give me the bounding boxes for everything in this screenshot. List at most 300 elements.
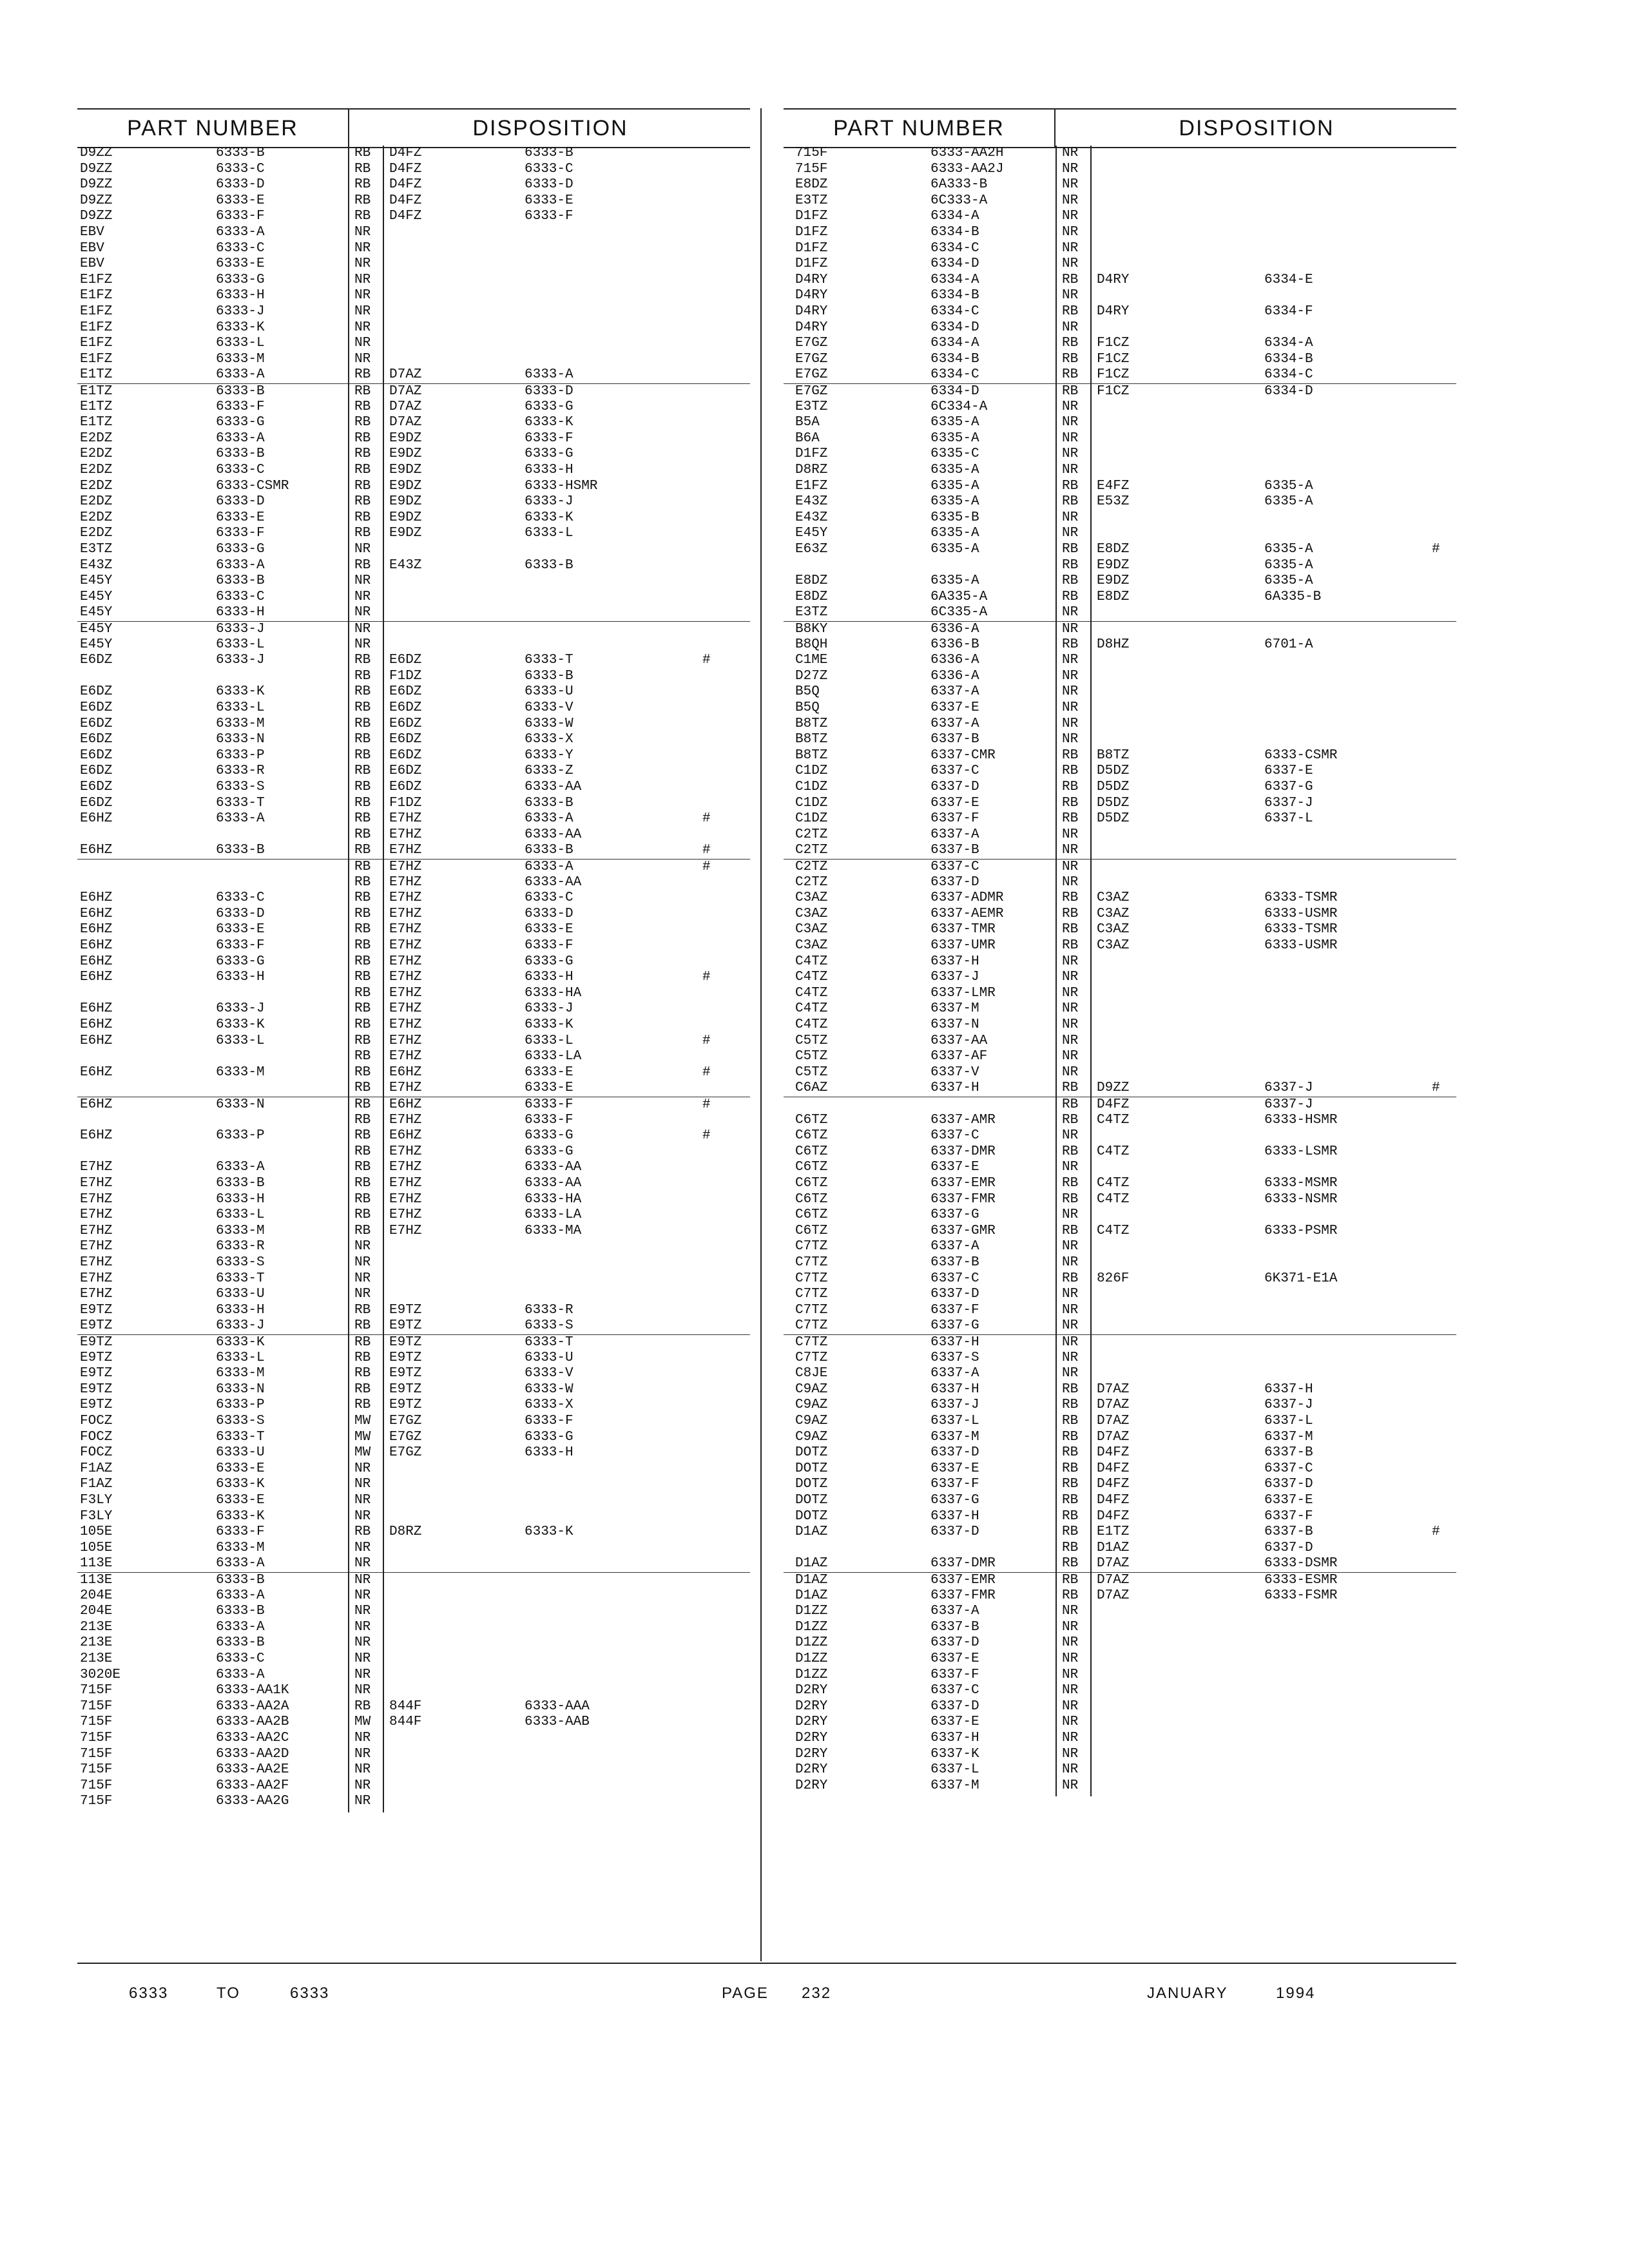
table-row (77, 1524, 750, 1541)
part-prefix: D1ZZ (795, 1635, 828, 1651)
part-base: 6333-G (216, 272, 265, 287)
part-base: 6337-C (930, 1271, 979, 1286)
part-base: 6333-K (216, 684, 265, 700)
part-base: 6337-D (930, 1635, 979, 1651)
part-prefix: C9AZ (795, 1381, 828, 1397)
part-base: 6333-A (216, 1667, 265, 1682)
part-prefix: C6TZ (795, 1160, 828, 1175)
part-base: 6333-AA2A (216, 1698, 289, 1714)
replacement-base: 6333-TSMR (1264, 922, 1338, 937)
note-flag: # (702, 970, 711, 985)
replacement-prefix: D5DZ (1097, 811, 1130, 827)
part-prefix: D1ZZ (795, 1651, 828, 1666)
replacement-base: 6333-AA (525, 780, 582, 794)
disposition-code: NR (1062, 1049, 1079, 1064)
part-base: 6337-E (930, 1160, 979, 1175)
disposition-code: NR (1062, 732, 1079, 747)
disposition-code: RB (1062, 1461, 1079, 1476)
part-base: 6337-E (930, 700, 979, 715)
part-prefix: E1FZ (80, 320, 113, 335)
part-base: 6334-B (930, 225, 979, 240)
part-base: 6337-B (930, 1255, 979, 1270)
part-prefix: E63Z (795, 542, 828, 557)
part-base: 6333-P (216, 1128, 265, 1144)
part-number-heading: PART NUMBER (833, 116, 1005, 140)
disposition-code: NR (1062, 1683, 1079, 1698)
right-table-header (784, 108, 1456, 148)
part-base: 6335-B (930, 510, 979, 525)
part-prefix: DOTZ (795, 1493, 828, 1508)
disposition-code: NR (1062, 668, 1079, 684)
part-prefix: B8QH (795, 637, 828, 652)
part-base: 6333-A (216, 1588, 265, 1603)
disposition-code: RB (1062, 1573, 1079, 1588)
part-prefix: C6TZ (795, 1191, 828, 1207)
part-prefix: C1DZ (795, 811, 828, 827)
part-prefix: D1FZ (795, 240, 828, 256)
part-prefix: E2DZ (80, 526, 113, 541)
part-base: 6335-A (930, 494, 979, 510)
replacement-prefix: F1CZ (1097, 336, 1130, 351)
disposition-code: NR (354, 1508, 371, 1524)
table-row (77, 780, 750, 796)
disposition-code: NR (354, 240, 371, 256)
table-row (784, 986, 1456, 1002)
table-row (784, 796, 1456, 812)
table-row (77, 1398, 750, 1414)
part-base: 6334-A (930, 336, 979, 351)
table-row (77, 1509, 750, 1525)
part-prefix: C1DZ (795, 780, 828, 794)
part-base: 6335-A (930, 573, 979, 589)
part-prefix: C2TZ (795, 860, 828, 874)
table-row (784, 1081, 1456, 1097)
part-number-heading: PART NUMBER (127, 116, 298, 140)
column-rule (348, 146, 349, 1812)
replacement-prefix: E4FZ (1097, 478, 1130, 494)
part-prefix: C4TZ (795, 985, 828, 1001)
disposition-heading: DISPOSITION (1054, 110, 1458, 147)
part-prefix: E8DZ (795, 177, 828, 193)
replacement-prefix: F1DZ (389, 668, 422, 684)
table-row (77, 1604, 750, 1620)
table-row (77, 1382, 750, 1398)
table-row (77, 399, 750, 416)
table-row (784, 1731, 1456, 1747)
replacement-prefix: E53Z (1097, 494, 1130, 510)
part-prefix: FOCZ (80, 1429, 113, 1445)
disposition-code: RB (354, 367, 371, 383)
table-row (784, 1017, 1456, 1033)
replacement-prefix: E7HZ (389, 1160, 422, 1175)
table-row (77, 1556, 750, 1572)
replacement-prefix: D7AZ (389, 415, 422, 430)
replacement-prefix: 844F (389, 1715, 422, 1730)
table-row (784, 241, 1456, 257)
disposition-code: NR (1062, 605, 1079, 620)
disposition-code: RB (354, 700, 371, 715)
replacement-base: 6333-LA (525, 1049, 582, 1064)
note-flag: # (702, 653, 711, 668)
part-base: 6337-E (930, 1651, 979, 1666)
disposition-code: NR (354, 1746, 371, 1762)
part-prefix: E6HZ (80, 1033, 113, 1048)
replacement-prefix: E9TZ (389, 1318, 422, 1334)
replacement-prefix: D4FZ (1097, 1097, 1130, 1112)
disposition-code: MW (354, 1445, 371, 1461)
table-row (77, 1572, 750, 1589)
table-row (784, 1366, 1456, 1382)
disposition-code: RB (354, 510, 371, 525)
replacement-base: 6333-V (525, 1366, 574, 1381)
part-prefix: FOCZ (80, 1445, 113, 1461)
table-row (77, 621, 750, 638)
disposition-code: NR (1062, 1033, 1079, 1048)
table-row (77, 542, 750, 558)
part-base: 6337-EMR (930, 1573, 996, 1588)
replacement-prefix: E7HZ (389, 1112, 422, 1128)
table-row (77, 1762, 750, 1778)
part-base: 6337-F (930, 1302, 979, 1318)
replacement-base: 6337-J (1264, 1398, 1313, 1413)
table-row (784, 273, 1456, 289)
part-prefix: C1DZ (795, 795, 828, 811)
part-prefix: E45Y (80, 622, 113, 637)
part-prefix: 715F (795, 146, 828, 160)
replacement-base: 6333-V (525, 700, 574, 715)
replacement-base: 6337-J (1264, 1097, 1313, 1112)
part-base: 6333-AA1K (216, 1683, 289, 1698)
part-base: 6333-D (216, 906, 265, 921)
part-prefix: F3LY (80, 1493, 113, 1508)
table-row (77, 1287, 750, 1303)
part-prefix: C6TZ (795, 1223, 828, 1238)
part-base: 6337-V (930, 1064, 979, 1080)
replacement-base: 6337-D (1264, 1540, 1313, 1555)
part-base: 6333-U (216, 1287, 265, 1302)
replacement-prefix: E9TZ (389, 1350, 422, 1365)
disposition-code: RB (354, 1366, 371, 1381)
disposition-code: RB (354, 860, 371, 874)
table-row (784, 890, 1456, 907)
part-prefix: E45Y (80, 637, 113, 652)
table-row (784, 1762, 1456, 1778)
disposition-code: NR (1062, 1698, 1079, 1714)
part-prefix: C7TZ (795, 1255, 828, 1270)
disposition-code: RB (354, 1524, 371, 1540)
part-base: 6333-AA2H (930, 146, 1004, 160)
replacement-prefix: E7HZ (389, 1033, 422, 1048)
part-prefix: E6DZ (80, 747, 113, 763)
part-base: 6333-F (216, 1524, 265, 1540)
table-row (77, 1620, 750, 1636)
disposition-code: NR (1062, 843, 1079, 858)
disposition-code: RB (354, 764, 371, 779)
part-base: 6333-N (216, 732, 265, 747)
table-row (77, 1651, 750, 1667)
replacement-prefix: E8DZ (1097, 542, 1130, 557)
part-prefix: E6DZ (80, 684, 113, 700)
disposition-code: NR (1062, 209, 1079, 224)
table-row (77, 479, 750, 495)
part-base: 6337-J (930, 970, 979, 985)
disposition-code: RB (354, 780, 371, 794)
table-row (77, 700, 750, 716)
replacement-base: 6333-E (525, 193, 574, 208)
part-base: 6333-P (216, 747, 265, 763)
replacement-prefix: D8HZ (1097, 637, 1130, 652)
part-base: 6333-S (216, 1255, 265, 1270)
part-prefix: D9ZZ (80, 209, 113, 224)
disposition-code: RB (1062, 780, 1079, 794)
part-prefix: C4TZ (795, 970, 828, 985)
disposition-code: NR (1062, 463, 1079, 477)
part-prefix: D4RY (795, 304, 828, 319)
replacement-base: 6333-HSMR (525, 478, 598, 494)
part-base: 6333-H (216, 288, 265, 303)
part-prefix: E6DZ (80, 764, 113, 779)
replacement-base: 6333-K (525, 1017, 574, 1032)
replacement-prefix: E7HZ (389, 811, 422, 827)
replacement-prefix: E7HZ (389, 1017, 422, 1032)
disposition-code: NR (354, 573, 371, 589)
part-base: 6333-A (216, 1556, 265, 1571)
part-prefix: 715F (80, 1778, 113, 1793)
table-row (784, 1065, 1456, 1081)
table-row (784, 1477, 1456, 1493)
table-row (77, 336, 750, 352)
part-prefix: E2DZ (80, 430, 113, 446)
replacement-prefix: C4TZ (1097, 1176, 1130, 1191)
table-row (77, 273, 750, 289)
disposition-code: NR (1062, 225, 1079, 240)
part-prefix: E7HZ (80, 1160, 113, 1175)
part-prefix: E6HZ (80, 811, 113, 827)
disposition-code: NR (354, 1762, 371, 1778)
table-row (784, 1572, 1456, 1589)
replacement-base: 6337-E (1264, 1493, 1313, 1508)
replacement-base: 6333-MA (525, 1223, 582, 1238)
replacement-base: 6333-AAA (525, 1698, 590, 1714)
table-row (784, 1635, 1456, 1651)
part-prefix: B8KY (795, 622, 828, 637)
table-row (77, 1683, 750, 1699)
replacement-prefix: D4FZ (389, 193, 422, 208)
replacement-prefix: E7HZ (389, 843, 422, 858)
table-row (77, 304, 750, 320)
disposition-code: NR (1062, 1318, 1079, 1334)
table-row (784, 146, 1456, 162)
part-prefix: D2RY (795, 1698, 828, 1714)
part-prefix: EBV (80, 256, 104, 272)
replacement-prefix: C4TZ (1097, 1112, 1130, 1128)
part-base: 6337-C (930, 764, 979, 779)
part-prefix: E9TZ (80, 1318, 113, 1334)
part-prefix: D1FZ (795, 256, 828, 272)
disposition-code: RB (1062, 351, 1079, 367)
disposition-code: NR (1062, 1778, 1079, 1793)
replacement-prefix: C3AZ (1097, 906, 1130, 921)
table-row (77, 1445, 750, 1461)
disposition-code: RB (354, 478, 371, 494)
table-row (77, 890, 750, 907)
disposition-code: RB (1062, 1191, 1079, 1207)
table-row (77, 1477, 750, 1493)
replacement-prefix: E9DZ (1097, 557, 1130, 573)
part-prefix: C9AZ (795, 1429, 828, 1445)
replacement-prefix: E7HZ (389, 1144, 422, 1159)
replacement-prefix: E7HZ (389, 874, 422, 890)
table-row (77, 1366, 750, 1382)
replacement-base: 6333-PSMR (1264, 1223, 1338, 1238)
disposition-code: RB (354, 811, 371, 827)
table-row (77, 1430, 750, 1446)
table-row (77, 256, 750, 273)
replacement-base: 6333-J (525, 494, 574, 510)
part-base: 6337-K (930, 1746, 979, 1762)
part-base: 6337-A (930, 827, 979, 842)
table-row (77, 225, 750, 241)
part-prefix: E7HZ (80, 1255, 113, 1270)
disposition-code: NR (354, 1493, 371, 1508)
part-prefix: E3TZ (80, 542, 113, 557)
table-row (784, 573, 1456, 590)
part-prefix: E2DZ (80, 463, 113, 477)
part-base: 6333-E (216, 1461, 265, 1476)
replacement-base: 6333-AA (525, 827, 582, 842)
part-prefix: D9ZZ (80, 177, 113, 193)
part-base: 6337-M (930, 1429, 979, 1445)
part-base: 6333-E (216, 256, 265, 272)
replacement-base: 6334-E (1264, 272, 1313, 287)
part-base: 6333-J (216, 304, 265, 319)
replacement-prefix: E9DZ (389, 478, 422, 494)
table-row (784, 716, 1456, 733)
part-prefix: D4RY (795, 272, 828, 287)
disposition-code: NR (354, 1573, 371, 1588)
part-prefix: E9TZ (80, 1302, 113, 1318)
part-base: 6334-B (930, 288, 979, 303)
part-base: 6333-F (216, 526, 265, 541)
disposition-code: NR (354, 351, 371, 367)
part-base: 6333-B (216, 1635, 265, 1651)
table-row (784, 367, 1456, 383)
part-base: 6337-N (930, 1017, 979, 1032)
part-prefix: C2TZ (795, 874, 828, 890)
part-prefix: D9ZZ (80, 193, 113, 208)
part-prefix: D1AZ (795, 1556, 828, 1571)
table-row (784, 1541, 1456, 1557)
replacement-prefix: D5DZ (1097, 764, 1130, 779)
part-base: 6337-M (930, 1001, 979, 1017)
table-row (77, 573, 750, 590)
disposition-code: NR (1062, 1667, 1079, 1682)
table-row (784, 605, 1456, 621)
note-flag: # (702, 860, 711, 874)
part-base: 6336-A (930, 653, 979, 668)
table-row (784, 399, 1456, 416)
table-row (784, 875, 1456, 891)
part-prefix: E6HZ (80, 1001, 113, 1017)
replacement-prefix: E7GZ (389, 1414, 422, 1428)
replacement-base: 6333-F (525, 209, 574, 224)
replacement-prefix: E9DZ (389, 494, 422, 510)
part-base: 6333-D (216, 494, 265, 510)
disposition-code: RB (1062, 795, 1079, 811)
part-base: 6335-A (930, 542, 979, 557)
replacement-base: 6337-F (1264, 1508, 1313, 1524)
replacement-prefix: E7HZ (389, 1191, 422, 1207)
replacement-prefix: D4FZ (1097, 1493, 1130, 1508)
table-row (77, 1731, 750, 1747)
table-row (784, 1445, 1456, 1461)
part-prefix: C6AZ (795, 1081, 828, 1096)
replacement-prefix: C4TZ (1097, 1144, 1130, 1159)
part-base: 6333-A (216, 1619, 265, 1635)
replacement-base: 6333-X (525, 732, 574, 747)
part-base: 6333-K (216, 1017, 265, 1032)
table-row (784, 621, 1456, 638)
part-base: 6333-L (216, 1350, 265, 1365)
table-row (784, 938, 1456, 954)
disposition-code: RB (354, 954, 371, 969)
table-row (77, 1414, 750, 1430)
disposition-code: NR (354, 336, 371, 351)
part-prefix: E9TZ (80, 1366, 113, 1381)
replacement-base: 6333-DSMR (1264, 1556, 1338, 1571)
part-prefix: C5TZ (795, 1033, 828, 1048)
part-base: 6333-B (216, 1176, 265, 1191)
replacement-base: 6A335-B (1264, 589, 1322, 604)
disposition-code: NR (354, 1683, 371, 1698)
part-base: 6337-G (930, 1493, 979, 1508)
table-row (784, 1176, 1456, 1192)
part-base: 6333-F (216, 209, 265, 224)
table-row (784, 542, 1456, 558)
disposition-code: RB (354, 209, 371, 224)
disposition-code: NR (354, 1794, 371, 1809)
table-row (784, 684, 1456, 700)
part-prefix: E9TZ (80, 1398, 113, 1413)
part-base: 6337-D (930, 1445, 979, 1461)
part-prefix: 715F (80, 1746, 113, 1762)
disposition-code: RB (354, 747, 371, 763)
part-base: 6335-A (930, 526, 979, 541)
disposition-code: RB (354, 1381, 371, 1397)
part-base: 6337-D (930, 1524, 979, 1540)
part-base: 6333-B (216, 1604, 265, 1619)
replacement-base: 6333-R (525, 1302, 574, 1318)
replacement-prefix: D7AZ (1097, 1398, 1130, 1413)
replacement-base: 6333-D (525, 177, 574, 193)
disposition-code: NR (1062, 1001, 1079, 1017)
part-base: 6333-L (216, 637, 265, 652)
part-prefix: B8TZ (795, 716, 828, 731)
disposition-code: RB (354, 1191, 371, 1207)
table-row (77, 1541, 750, 1557)
part-base: 6C334-A (930, 399, 988, 414)
table-row (77, 558, 750, 574)
disposition-code: NR (1062, 1128, 1079, 1144)
disposition-code: NR (1062, 1715, 1079, 1730)
replacement-prefix: D4FZ (1097, 1508, 1130, 1524)
part-prefix: E6HZ (80, 843, 113, 858)
part-prefix: D1FZ (795, 209, 828, 224)
replacement-base: 6333-W (525, 716, 574, 731)
table-row (77, 764, 750, 780)
part-base: 6333-A (216, 811, 265, 827)
replacement-prefix: E9DZ (1097, 573, 1130, 589)
